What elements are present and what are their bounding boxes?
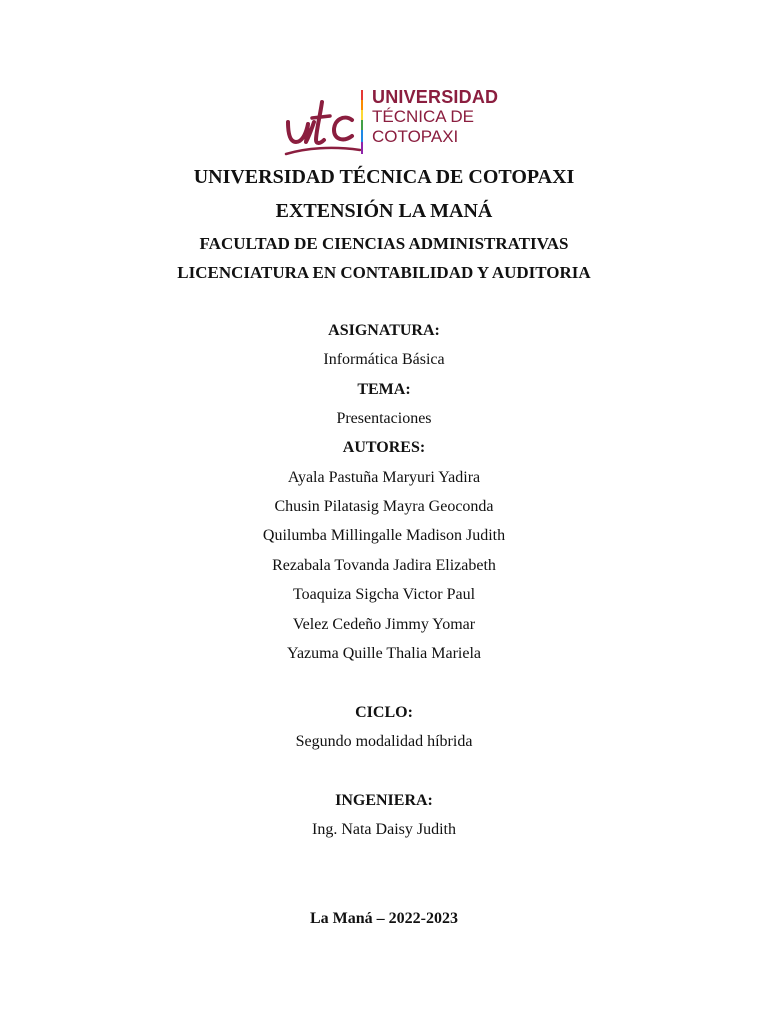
authors-label: AUTORES: (342, 439, 426, 456)
author-name: Chusin Pilatasig Mayra Geoconda (274, 498, 494, 515)
author-name: Ayala Pastuña Maryuri Yadira (287, 469, 481, 486)
subject-value: Informática Básica (323, 351, 445, 368)
author-name: Toaquiza Sigcha Victor Paul (292, 586, 476, 603)
author-name: Rezabala Tovanda Jadira Elizabeth (272, 557, 496, 574)
logo-divider (361, 90, 363, 154)
topic-label: TEMA: (357, 381, 411, 398)
logo-line-3: COTOPAXI (372, 127, 459, 146)
faculty-name: FACULTAD DE CIENCIAS ADMINISTRATIVAS (199, 234, 569, 253)
author-name: Velez Cedeño Jimmy Yomar (292, 616, 476, 633)
extension-name: EXTENSIÓN LA MANÁ (275, 200, 493, 222)
logo-line-2: TÉCNICA DE (372, 107, 475, 126)
university-logo (282, 84, 499, 160)
utc-logo-mark (282, 84, 368, 160)
cycle-label: CICLO: (355, 704, 413, 721)
engineer-value: Ing. Nata Daisy Judith (312, 821, 456, 838)
topic-value: Presentaciones (336, 410, 432, 427)
place-date: La Maná – 2022-2023 (310, 910, 458, 927)
degree-name: LICENCIATURA EN CONTABILIDAD Y AUDITORIA (177, 263, 591, 282)
logo-line-1: UNIVERSIDAD (372, 87, 499, 107)
logo-text (372, 87, 498, 147)
engineer-label: INGENIERA: (335, 792, 433, 809)
cycle-value: Segundo modalidad híbrida (295, 733, 473, 750)
university-name: UNIVERSIDAD TÉCNICA DE COTOPAXI (193, 166, 575, 188)
author-name: Yazuma Quille Thalia Mariela (286, 645, 482, 662)
subject-label: ASIGNATURA: (328, 322, 440, 339)
author-name: Quilumba Millingalle Madison Judith (262, 527, 506, 544)
